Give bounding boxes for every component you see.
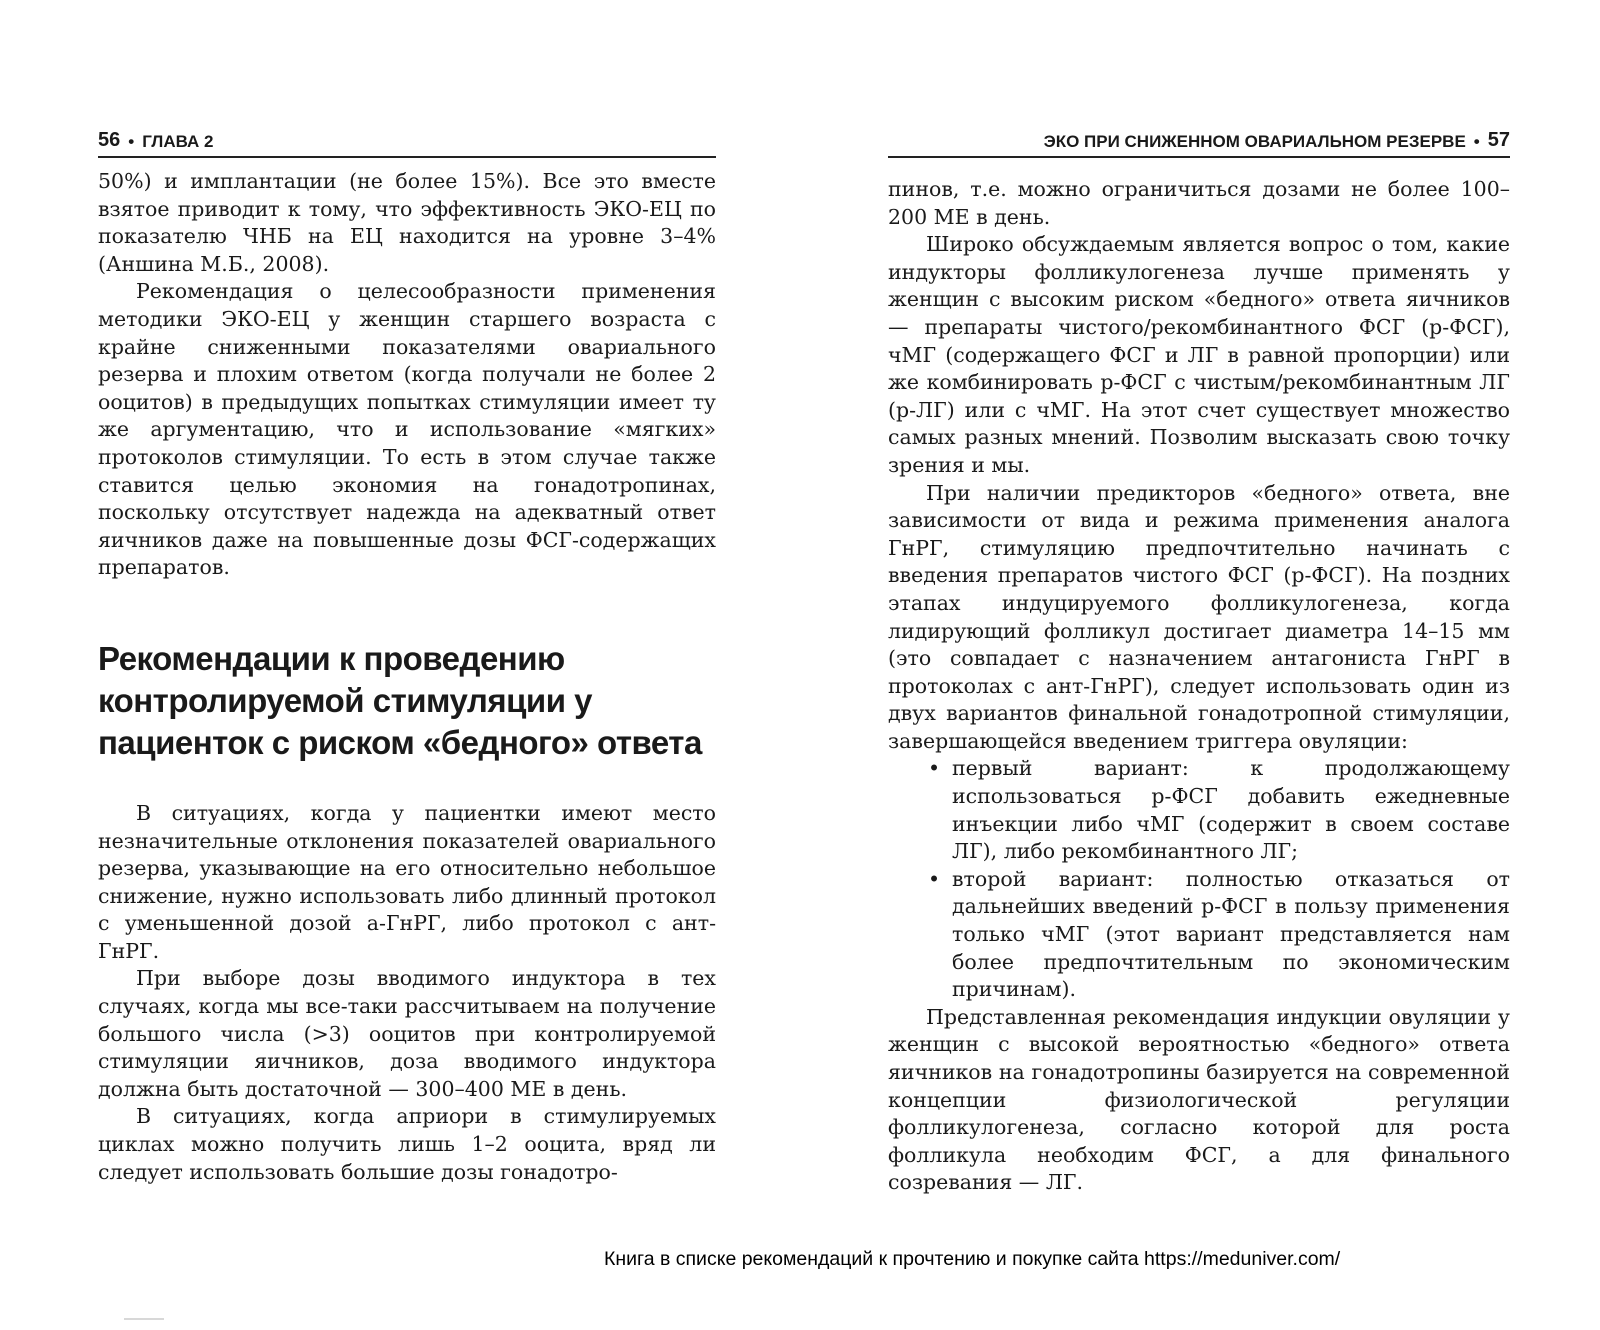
paragraph: Широко обсуждаемым является вопрос о том, какие индукторы фолликулогенеза лучше применять у женщин с высоким риском «бедного» ответа яичников — препараты чистого/рекомбинантного ФСГ (р-ФСГ), чМГ (содержащего ФСГ и ЛГ в равной пропорции) или же комбинировать р-ФСГ с чистым/рекомбинантным ЛГ (р-ЛГ) или с чМГ. На этот счет существует множество самых разных мнений. Позволим высказать свою точку зрения и мы. [888, 232, 1510, 477]
paragraph: Рекомендация о целесообразности применения методики ЭКО-ЕЦ у женщин старшего возраста с крайне сниженными показателями овариального резерва и плохим ответом (когда получали не более 2 ооцитов) в предыдущих попытках стимуляции имеет ту же аргументацию, что и использование «мягких» протоколов стимуляции. То есть в этом случае также ставится целью экономия на гонадотропинах, поскольку отсутствует надежда на адекватный ответ яичников даже на повышенные дозы ФСГ-содержащих препаратов. [98, 279, 716, 580]
header-separator: • [1473, 132, 1480, 151]
header-separator: • [128, 132, 135, 151]
left-body-after [98, 800, 716, 1186]
left-page [98, 130, 716, 1186]
running-title: ЭКО ПРИ СНИЖЕННОМ ОВАРИАЛЬНОМ РЕЗЕРВЕ [1043, 132, 1466, 151]
scan-artifact [124, 1318, 164, 1320]
chapter-label: ГЛАВА 2 [142, 132, 214, 151]
list-item: • второй вариант: полностью отказаться от дальнейших введений р-ФСГ в пользу применения только чМГ (этот вариант представляется нам более предпочтительным по экономическим причинам). [928, 866, 1510, 1004]
paragraph: При выборе дозы вводимого индуктора в тех случаях, когда мы все-таки рассчитываем на получение большого числа (>3) ооцитов при контролируемой стимуляции яичников, доза вводимого индуктора должна быть достаточной — 300–400 МЕ в день. [98, 966, 716, 1101]
right-body-after [888, 1004, 1510, 1197]
variant-list [888, 755, 1510, 1003]
paragraph: В ситуациях, когда априори в стимулируемых циклах можно получить лишь 1–2 ооцита, вряд ли следует использовать большие дозы гонадотро- [98, 1104, 716, 1184]
right-page-number: 57 [1487, 129, 1510, 151]
paragraph: При наличии предикторов «бедного» ответа, вне зависимости от вида и режима применения аналога ГнРГ, стимуляцию предпочтительно начинать с введения препаратов чистого ФСГ (р-ФСГ). На поздних этапах индуцируемого фолликулогенеза, когда лидирующий фолликул достигает диаметра 14–15 мм (это совпадает с назначением антагониста ГнРГ в протоколах с ант-ГнРГ), следует использовать один из двух вариантов финальной гонадотропной стимуляции, завершающейся введением триггера овуляции: [888, 480, 1510, 753]
left-body [98, 168, 716, 582]
paragraph: пинов, т.е. можно ограничиться дозами не более 100–200 МЕ в день. [888, 177, 1510, 229]
paragraph: 50%) и имплантации (не более 15%). Все это вместе взятое приводит к тому, что эффективность ЭКО-ЕЦ по показателю ЧНБ на ЕЦ находится на уровне 3–4% (Аншина М.Б., 2008). [98, 169, 716, 276]
website-watermark-note: Книга в списке рекомендаций к прочтению и покупке сайта https://meduniver.com/ [604, 1248, 1341, 1270]
list-item: • первый вариант: к продолжающему использоваться р-ФСГ добавить ежедневные инъекции либо чМГ (содержит в своем составе ЛГ), либо рекомбинантного ЛГ; [928, 755, 1510, 865]
right-body [888, 176, 1510, 755]
paragraph: В ситуациях, когда у пациентки имеют место незначительные отклонения показателей овариального резерва, указывающие на его относительно небольшое снижение, нужно использовать либо длинный протокол с уменьшенной дозой а-ГнРГ, либо протокол с ант-ГнРГ. [98, 800, 716, 963]
left-running-head [98, 130, 716, 158]
section-title: Рекомендации к проведению контролируемой стимуляции у пациенток с риском «бедного» ответа [98, 639, 702, 761]
right-page [888, 130, 1510, 1197]
right-running-head [888, 130, 1510, 158]
paragraph: Представленная рекомендация индукции овуляции у женщин с высокой вероятностью «бедного» ответа яичников на гонадотропины базируется на современной концепции физиологической регуляции фолликулогенеза, согласно которой для роста фолликула необходим ФСГ, а для финального созревания — ЛГ. [888, 1004, 1510, 1195]
left-page-number: 56 [98, 129, 121, 151]
